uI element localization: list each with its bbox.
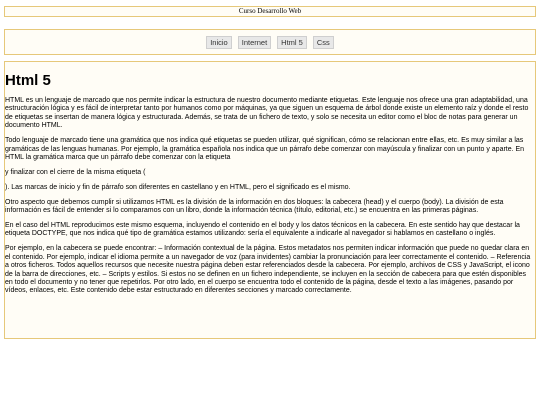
main-content (4, 61, 536, 339)
page-title: Html 5 (5, 72, 51, 89)
paragraph-head-body: Otro aspecto que debemos cumplir si utilizamos HTML es la división de la información en dos bloques: la cabecera (head) y el cuerpo (body). La división de esta información es fácil de entender si lo comparamos con un libro, donde la información técnica (título, editorial, etc.) se encuentra en las primeras páginas. (5, 198, 504, 215)
nav-link-css[interactable]: Css (313, 36, 334, 49)
site-title: Curso Desarrollo Web (238, 7, 302, 15)
paragraph-grammar: Todo lenguaje de marcado tiene una gramática que nos indica qué etiquetas se pueden utilizar, qué significan, cómo se relacionan entre ellas, etc. Es muy similar a las gramáticas de las lenguas humanas. Por ejemplo, la gramática española nos indica que un párrafo debe comenzar con mayúscula y finalizar con un punto y aparte. En HTML la gramática marca que un párrafo debe comenzar con la etiqueta (5, 137, 525, 161)
paragraph-intro: HTML es un lenguaje de marcado que nos permite indicar la estructura de nuestro documento mediante etiquetas. Este lenguaje nos ofrece una gran adaptabilidad, una estructuración lógica y es fácil de interpretar tanto por humanos como por máquinas, ya que siguen un esquema de árbol donde existe un elemento raíz y donde el resto de etiquetas se insertan de manera lógica y estructurada. Además, se trata de un fichero de texto, y solo se necesita un editor como el bloc de notas para generar un documento HTML. (5, 97, 529, 130)
paragraph-paragraph-marks: ). Las marcas de inicio y fin de párrafo son diferentes en castellano y en HTML, pero el significado es el mismo. (5, 183, 351, 191)
paragraph-doctype: En el caso del HTML reproducimos este mismo esquema, incluyendo el contenido en el body y los datos técnicos en la cabecera. En este sentido hay que destacar la etiqueta DOCTYPE, que nos indica qué tipo de gramática estamos utilizando: sería el equivalente a indicarle al navegador si hablamos en castellano o inglés. (5, 221, 520, 238)
paragraph-head-contents: Por ejemplo, en la cabecera se puede encontrar: – Información contextual de la página. Estos metadatos nos permiten indicar información que puede no quedar clara en el contenido. Por ejemplo, indicar el idioma permite a un navegador de voz (para invidentes) cambiar la pronunciación para leer correctamente el contenido. – Referencia a otros ficheros. Todos aquellos recursos que necesite nuestra página deben estar referenciados desde la cabecera. Por ejemplo, archivos de CSS y JavaScript, el icono de la barra de direcciones, etc. – Scripts y estilos. Si estos no se definen en un fichero independiente, se incluyen en la sección de cabecera para que estén disponibles en todo el documento y no tener que repetirlos. Por otro lado, en el cuerpo se encuentra todo el contenido de la página, desde el texto a las imágenes, pasando por vídeos, enlaces, etc. Este contenido debe estar estructurado en diferentes secciones y marcado correctamente. (5, 245, 531, 295)
nav-link-html5[interactable]: Html 5 (277, 36, 307, 49)
paragraph-closing-tag: y finalizar con el cierre de la misma etiqueta ( (5, 168, 146, 176)
nav-link-inicio[interactable]: Inicio (206, 36, 232, 49)
top-navigation (4, 29, 536, 55)
site-header (4, 6, 536, 17)
nav-link-internet[interactable]: Internet (238, 36, 271, 49)
